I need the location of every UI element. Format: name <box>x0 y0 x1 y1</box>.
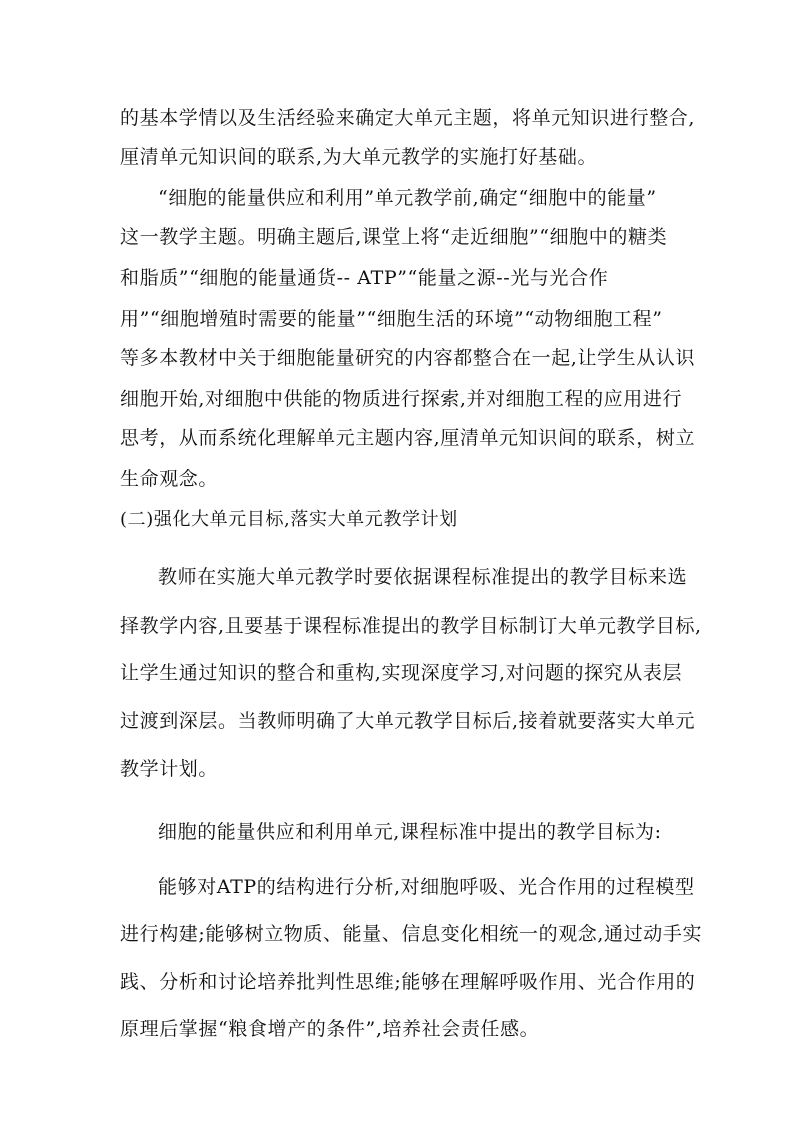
section-heading: (二)强化大单元目标,落实大单元教学计划 <box>120 509 458 530</box>
text-line: 让学生通过知识的整合和重构,实现深度学习,对问题的探究从表层 <box>120 662 683 684</box>
text-line: 教师在实施大单元教学时要依据课程标准提出的教学目标来选 <box>158 566 688 588</box>
text-line: 厘清单元知识间的联系,为大单元教学的实施打好基础。 <box>120 146 598 168</box>
text-line: 细胞开始,对细胞中供能的物质进行探索,并对细胞工程的应用进行 <box>120 388 683 410</box>
text-line: 和脂质”“细胞的能量通货-- ATP”“能量之源--光与光合作 <box>120 267 609 289</box>
text-line: 用”“细胞增殖时需要的能量”“细胞生活的环境”“动物细胞工程” <box>120 308 663 330</box>
text-line: 的基本学情以及生活经验来确定大单元主题，将单元知识进行整合, <box>120 107 696 129</box>
text-line: 原理后掌握“粮食增产的条件”,培养社会责任感。 <box>120 1018 540 1040</box>
text-line: 细胞的能量供应和利用单元,课程标准中提出的教学目标为: <box>158 821 662 843</box>
text-line: 过渡到深层。当教师明确了大单元教学目标后,接着就要落实大单元 <box>120 710 696 732</box>
text-line: “细胞的能量供应和利用”单元教学前,确定“细胞中的能量” <box>158 187 657 209</box>
text-line: 思考，从而系统化理解单元主题内容,厘清单元知识间的联系，树立 <box>120 427 696 449</box>
text-line: 能够对ATP的结构进行分析,对细胞呼吸、光合作用的过程模型 <box>158 876 695 898</box>
text-line: 等多本教材中关于细胞能量研究的内容都整合在一起,让学生从认识 <box>120 347 696 369</box>
text-line: 教学计划。 <box>120 758 219 780</box>
text-line: 这一教学主题。明确主题后,课堂上将“走近细胞”“细胞中的糖类 <box>120 226 668 248</box>
text-line: 生命观念。 <box>120 468 219 490</box>
text-line: 进行构建;能够树立物质、能量、信息变化相统一的观念,通过动手实 <box>120 923 703 945</box>
text-line: 践、分析和讨论培养批判性思维;能够在理解呼吸作用、光合作用的 <box>120 971 696 993</box>
text-line: 择教学内容,且要基于课程标准提出的教学目标制订大单元教学目标, <box>120 615 702 637</box>
